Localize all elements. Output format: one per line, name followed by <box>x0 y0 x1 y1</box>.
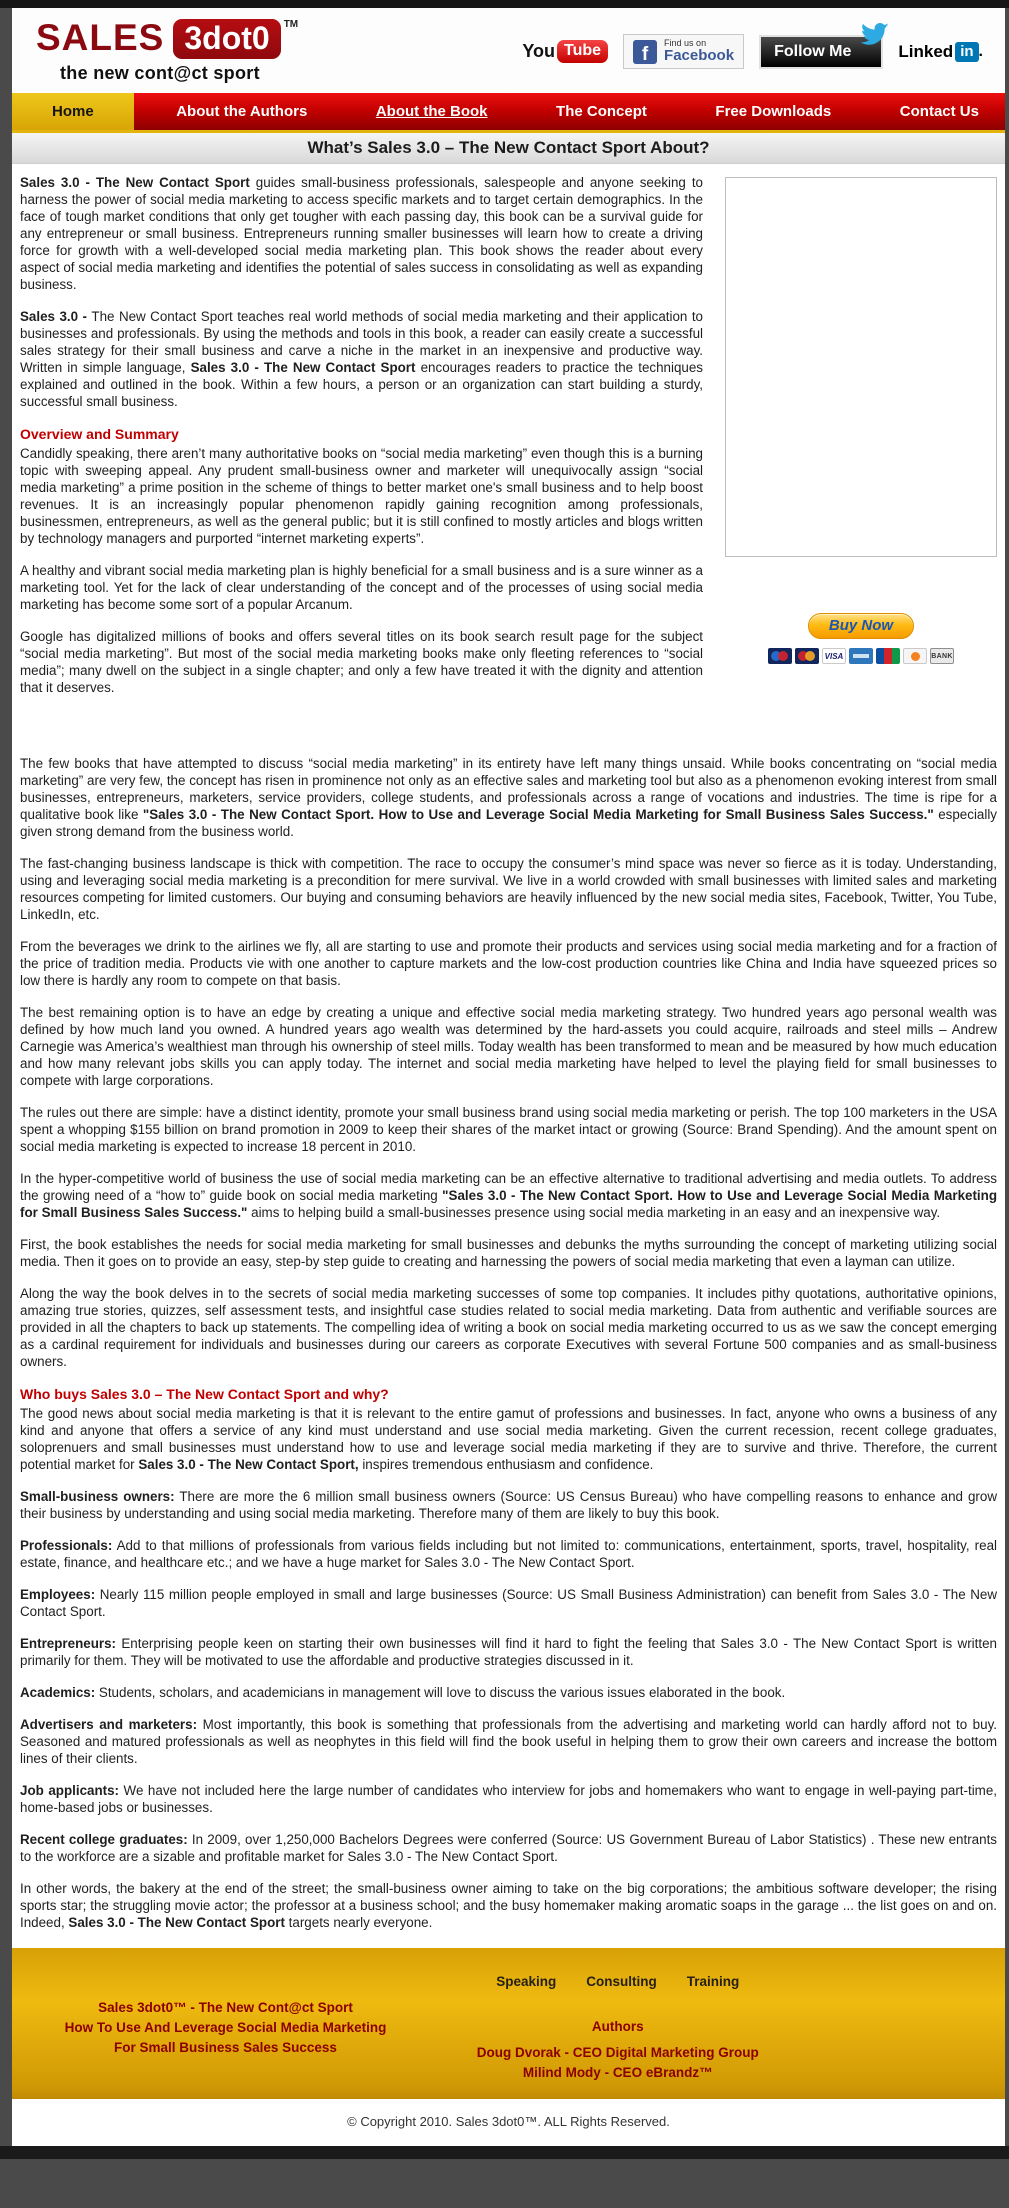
payment-card-maestro-icon <box>768 648 792 664</box>
logo-text-sales: SALES <box>36 17 165 58</box>
book-sidebar <box>725 177 997 749</box>
payment-cards-row <box>725 648 997 664</box>
youtube-badge[interactable] <box>522 40 608 63</box>
page-content <box>12 8 1005 2146</box>
brand-tagline: the new cont@ct sport <box>60 63 260 83</box>
youtube-icon: You <box>522 41 556 61</box>
intro-section <box>20 174 997 755</box>
facebook-icon: f <box>633 40 657 64</box>
full-width-text <box>20 755 997 1931</box>
site-header <box>12 8 1005 93</box>
youtube-tube-box: Tube <box>557 40 608 63</box>
paragraph: In other words, the bakery at the end of the street; the small-business owner aiming to take on the big corporations; the ambitious software developer; the rising sports star; the struggling movie actor; the professor at a business school; and the busy homemaker making aromatic soaps in the garage ... the list goes on and on. Indeed, Sales 3.0 - The New Contact Sport targets nearly everyone. <box>20 1881 997 1930</box>
footer-book-title-line: For Small Business Sales Success <box>114 2040 337 2055</box>
main-content <box>12 164 1005 1948</box>
page-title: What’s Sales 3.0 – The New Contact Sport About? <box>307 138 710 157</box>
paragraph: Sales 3.0 - The New Contact Sport teaches real world methods of social media marketing and their application to businesses and professionals. By using the methods and tools in this book, a reader can easily create a successful sales strategy for their small business and carve a niche in the market in an inexpensive and productive way. Written in simple language, Sales 3.0 - The New Contact Sport encourages readers to practice the techniques explained and outlined in the book. Within a few hours, a person or an organization can start building a sturdy, successful small business. <box>20 309 703 409</box>
social-links <box>522 34 983 69</box>
paragraph: The best remaining option is to have an edge by creating a unique and effective social media marketing strategy. Two hundred years ago personal wealth was defined by how much land you owned. A hundred years ago wealth was determined by the hard-assets you could acquire, railroads and steel mills – Andrew Carnegie was America’s wealthiest man through his ownership of steel mills. Today wealth has been transformed to mean and be measured by how much education and how many relevant jobs skills you can apply today. The internet and social media marketing have helped to level the playing field for small businesses to compete with large corporations. <box>20 1005 997 1088</box>
paragraph: Google has digitalized millions of books and offers several titles on its book search result page for the subject “social media marketing”. But most of the social media marketing books make only fleeting references to “social media”; many dwell on the subject in a single chapter; and only a few have treated it with the dignity and attention that it deserves. <box>20 629 703 695</box>
purchase-area <box>725 613 997 664</box>
paragraph: The few books that have attempted to discuss “social media marketing” in its entirety have left many things unsaid. While books concentrating on “social media marketing” are very few, the concept has risen in prominence not only as an effective sales and marketing tool but also as a phenomenon evoking interest from small businesses, entrepreneurs, marketers, service providers, college students, and professionals across a range of vocations and industries. The time is ripe for a qualitative book like "Sales 3.0 - The New Contact Sport. How to Use and Leverage Social Media Marketing for Small Business Sales Success." especially given strong demand from the business world. <box>20 756 998 839</box>
site-footer <box>12 1948 1005 2099</box>
footer-book-title-line: How To Use And Leverage Social Media Marketing <box>64 2020 387 2035</box>
footer-services <box>439 1974 796 1989</box>
linkedin-icon: in <box>955 42 978 62</box>
buy-now-button[interactable]: Buy Now <box>808 613 914 639</box>
paragraph: Employees: Nearly 115 million people employed in small and large businesses (Source: US Small Business Administration) can benefit from Sales 3.0 - The New Contact Sport. <box>20 1587 997 1619</box>
section-heading: Overview and Summary <box>20 426 179 442</box>
paragraph: In the hyper-competitive world of business the use of social media marketing can be an effective alternative to traditional advertising and media outlets. To address the growing need of a “how to” guide book on social media marketing "Sales 3.0 - The New Contact Sport. How to Use and Leverage Social Media Marketing for Small Business Sales Success." aims to helping build a small-businesses presence using social media marketing in an easy and an inexpensive way. <box>20 1171 997 1220</box>
footer-link-consulting[interactable]: Consulting <box>586 1974 657 1989</box>
facebook-text <box>664 39 734 64</box>
paragraph: Candidly speaking, there aren’t many authoritative books on “social media marketing” even though this is a burning topic with sweeping appeal. Any prudent small-business owner and marketer will unequivocally assign “social media marketing” a prime position in the scheme of things to better market one's small business and to help boost revenues. It is an increasingly popular phenomenon rapidly gaining recognition among professionals, businessmen, entrepreneurs, as well as the general public; but it is still confined to mostly articles and blogs written by technology managers and purported “internet marketing experts”. <box>20 446 703 546</box>
footer-link-speaking[interactable]: Speaking <box>496 1974 557 1989</box>
footer-book-title-block <box>12 1968 439 2083</box>
payment-card-discover-icon <box>903 648 927 664</box>
paragraph: Professionals: Add to that millions of professionals from various fields including but not limited to: communications, entertainment, sports, travel, hospitality, real estate, finance, and healthcare etc.; and we have a huge market for Sales 3.0 - The New Contact Sport. <box>20 1538 997 1570</box>
book-cover-placeholder <box>725 177 997 557</box>
footer-book-title-line: Sales 3dot0™ - The New Cont@ct Sport <box>98 2000 353 2015</box>
payment-card-visa-icon: VISA <box>822 648 846 664</box>
payment-card-jcb-icon <box>876 648 900 664</box>
copyright-bar <box>12 2099 1005 2146</box>
section-heading: Who buys Sales 3.0 – The New Contact Sport and why? <box>20 1386 389 1402</box>
paragraph: From the beverages we drink to the airlines we fly, all are starting to use and promote their products and services using social media marketing and for a fraction of the price of tradition media. Products vie with one another to capture markets and the low-cost production countries like China and India have squeezed prices so low there is hardly any room to compete on that basis. <box>20 939 997 988</box>
nav-item-about-the-authors[interactable]: About the Authors <box>176 103 308 120</box>
main-nav <box>12 93 1005 130</box>
paragraph: Academics: Students, scholars, and academicians in management will love to discuss the various issues elaborated in the book. <box>20 1685 786 1700</box>
nav-item-the-concept[interactable]: The Concept <box>556 103 647 120</box>
facebook-label: Facebook <box>664 47 735 65</box>
paragraph: Along the way the book delves in to the secrets of social media marketing successes of some top companies. It includes pithy quotations, authoritative opinions, amazing true stories, quizzes, self assessment tests, and insightful case studies related to social media marketing. Data from authentic and verifiable sources are provided in all the chapters to back up statements. The compelling idea of writing a book on social media marketing occurred to us as we saw the concept emerging as a cardinal requirement for individuals and businesses during our careers as corporate Executives with several Fortune 500 companies and as small-business owners. <box>20 1286 997 1369</box>
trademark-superscript: TM <box>283 19 299 30</box>
facebook-badge[interactable] <box>623 34 744 69</box>
paragraph: Recent college graduates: In 2009, over 1,250,000 Bachelors Degrees were conferred (Source: US Government Bureau of Labor Statistics) . These new entrants to the workforce are a sizable and profitable market for Sales 3.0 - The New Contact Sport. <box>20 1832 997 1864</box>
linkedin-dot: . <box>978 42 983 60</box>
linkedin-label: Linked <box>898 41 954 61</box>
paragraph: The rules out there are simple: have a distinct identity, promote your small business brand using social media marketing or perish. The top 100 marketers in the USA spent a whopping $155 billion on brand promotion in 2009 to keep their shares of the market intact or growing (Source: Brand Spending). And the amount spent on social media marketing is expected to increase 18 percent in 2010. <box>20 1105 997 1154</box>
top-border-band <box>0 0 1009 8</box>
paragraph: Entrepreneurs: Enterprising people keen on starting their own businesses will find it hard to fight the feeling that Sales 3.0 - The New Contact Sport is written primarily for them. They will be motivated to use the affordable and productive strategies discussed in it. <box>20 1636 997 1668</box>
logo[interactable] <box>36 19 298 84</box>
copyright-text: © Copyright 2010. Sales 3dot0™. ALL Rights Reserved. <box>347 2114 670 2129</box>
paragraph: Job applicants: We have not included here the large number of candidates who interview for jobs and homemakers who want to engage in well-paying part-time, home-based jobs or businesses. <box>20 1783 998 1815</box>
payment-card-amex-icon <box>849 648 873 664</box>
footer-authors-block <box>439 1968 796 2083</box>
paragraph: The good news about social media marketing is that it is relevant to the entire gamut of professions and businesses. In fact, anyone who owns a business of any kind and anyone that offers a service of any kind must understand and use social media marketing. Given the current recession, recent college graduates, soloprenuers and small businesses must understand how to use and leverage social media marketing if they are to survive and thrive. Therefore, the current potential market for Sales 3.0 - The New Contact Sport, inspires tremendous enthusiasm and confidence. <box>20 1406 997 1472</box>
linkedin-badge[interactable] <box>898 42 983 62</box>
footer-link-training[interactable]: Training <box>686 1974 740 1989</box>
follow-me-label: Follow Me <box>774 42 852 60</box>
footer-authors-heading: Authors <box>591 2019 644 2034</box>
paragraph: A healthy and vibrant social media marketing plan is highly beneficial for a small business and is a sure winner as a marketing tool. Yet for the lack of clear understanding of the concept and of the processes of using social media marketing has become some sort of a popular Arcanum. <box>20 563 703 612</box>
twitter-bird-icon <box>855 19 893 51</box>
nav-item-contact-us[interactable]: Contact Us <box>899 103 979 120</box>
facebook-find-us-label: Find us on <box>664 37 707 48</box>
bottom-border-band <box>0 2146 1009 2159</box>
payment-card-mastercard-icon <box>795 648 819 664</box>
nav-item-home[interactable]: Home <box>12 93 134 130</box>
logo-box-3dot0: 3dot0 <box>173 19 280 59</box>
footer-author: Milind Mody - CEO eBrandz™ <box>522 2065 713 2080</box>
nav-item-about-the-book[interactable]: About the Book <box>375 103 488 120</box>
paragraph: Small-business owners: There are more the 6 million small business owners (Source: US Census Bureau) who have compelling reasons to enhance and grow their business by understanding and using social media marketing. Therefore many of them are likely to buy this book. <box>20 1489 998 1521</box>
paragraph: First, the book establishes the needs for social media marketing for small businesses and debunks the myths surrounding the concept of marketing utilizing social media. Then it goes on to provide an easy, step-by step guide to creating and harnessing the powers of social media marketing that even a layman can utilize. <box>20 1237 997 1269</box>
paragraph: The fast-changing business landscape is thick with competition. The race to occupy the consumer’s mind space was never so fierce as it is today. Understanding, using and leveraging social media marketing is a precondition for mere survival. We live in a world crowded with small businesses with limited sales and marketing resources competing for limited customers. Our buying and consuming behaviors are heavily influenced by the new social media sites, Facebook, Twitter, You Tube, LinkedIn, etc. <box>20 856 997 922</box>
payment-card-bank-icon: BANK <box>930 648 954 664</box>
paragraph: Advertisers and marketers: Most importantly, this book is something that professionals from the advertising and marketing world can hardly afford not to buy. Seasoned and matured professionals as well as neophytes in this field will find the book useful in helping them to grow their own careers and increase the bottom lines of their clients. <box>20 1717 997 1766</box>
nav-item-free-downloads[interactable]: Free Downloads <box>715 103 832 120</box>
paragraph: Sales 3.0 - The New Contact Sport guides small-business professionals, salespeople and anyone seeking to harness the power of social media marketing to access specific markets and to target certain demographics. In the face of tough market conditions that only get tougher with each passing day, this book can be a survival guide for any entrepreneur or small business. Entrepreneurs running smaller businesses will learn how to create a driving force for growth with a well-developed social media marketing plan. This book shows the reader about every aspect of social media marketing and identifies the potential of sales success in consolidating as well as expanding business. <box>20 175 703 292</box>
footer-author: Doug Dvorak - CEO Digital Marketing Group <box>476 2045 759 2060</box>
logo-row <box>36 19 298 59</box>
twitter-follow-badge[interactable] <box>759 35 883 69</box>
page-title-band <box>12 133 1005 164</box>
